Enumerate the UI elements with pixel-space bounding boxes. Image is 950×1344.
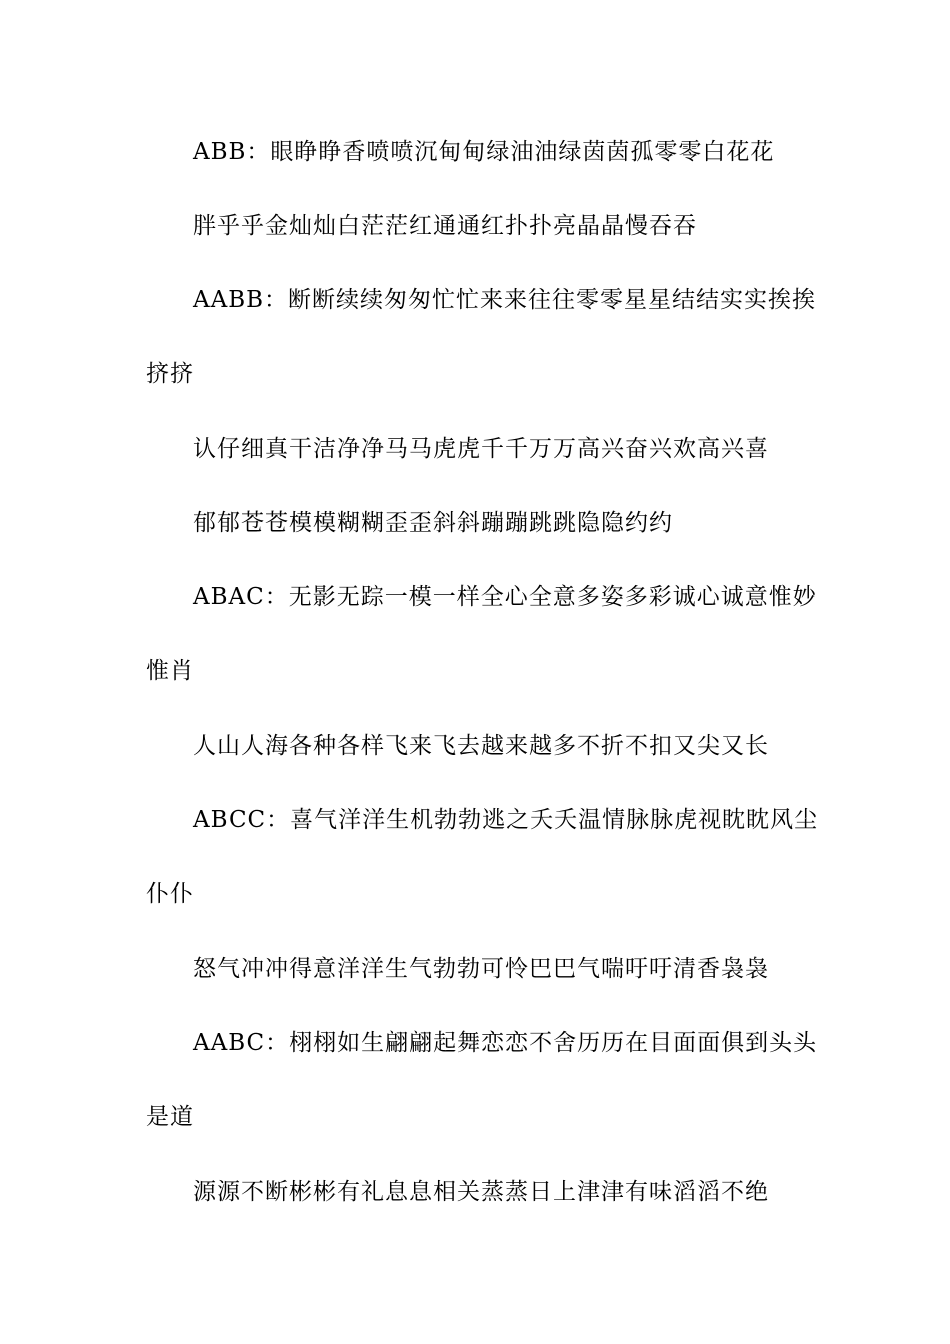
- text-line-abb-2: 胖乎乎金灿灿白茫茫红通通红扑扑亮晶晶慢吞吞: [193, 213, 697, 239]
- text-line-abcc-1: ABCC：喜气洋洋生机勃勃逃之夭夭温情脉脉虎视眈眈风尘: [193, 807, 819, 833]
- text-line-abac-1: ABAC：无影无踪一模一样全心全意多姿多彩诚心诚意惟妙: [193, 584, 817, 610]
- text-line-aabb-1: AABB：断断续续匆匆忙忙来来往往零零星星结结实实挨挨: [193, 287, 817, 313]
- text-line-aabb-3: 郁郁苍苍模模糊糊歪歪斜斜蹦蹦跳跳隐隐约约: [193, 510, 673, 536]
- text-line-abcc-2: 怒气冲冲得意洋洋生气勃勃可怜巴巴气喘吁吁清香袅袅: [193, 956, 769, 982]
- text-line-aabc-2: 源源不断彬彬有礼息息相关蒸蒸日上津津有味滔滔不绝: [193, 1179, 769, 1205]
- text-line-abac-1-cont: 惟肖: [146, 658, 194, 684]
- text-line-abcc-1-cont: 仆仆: [146, 881, 194, 907]
- text-line-abac-2: 人山人海各种各样飞来飞去越来越多不折不扣又尖又长: [193, 733, 769, 759]
- text-line-abb-1: ABB：眼睁睁香喷喷沉甸甸绿油油绿茵茵孤零零白花花: [193, 139, 775, 165]
- text-line-aabb-1-cont: 挤挤: [146, 361, 194, 387]
- text-line-aabc-1: AABC：栩栩如生翩翩起舞恋恋不舍历历在目面面俱到头头: [193, 1030, 818, 1056]
- text-line-aabc-1-cont: 是道: [146, 1104, 194, 1130]
- text-line-aabb-2: 认仔细真干洁净净马马虎虎千千万万高兴奋兴欢高兴喜: [193, 436, 769, 462]
